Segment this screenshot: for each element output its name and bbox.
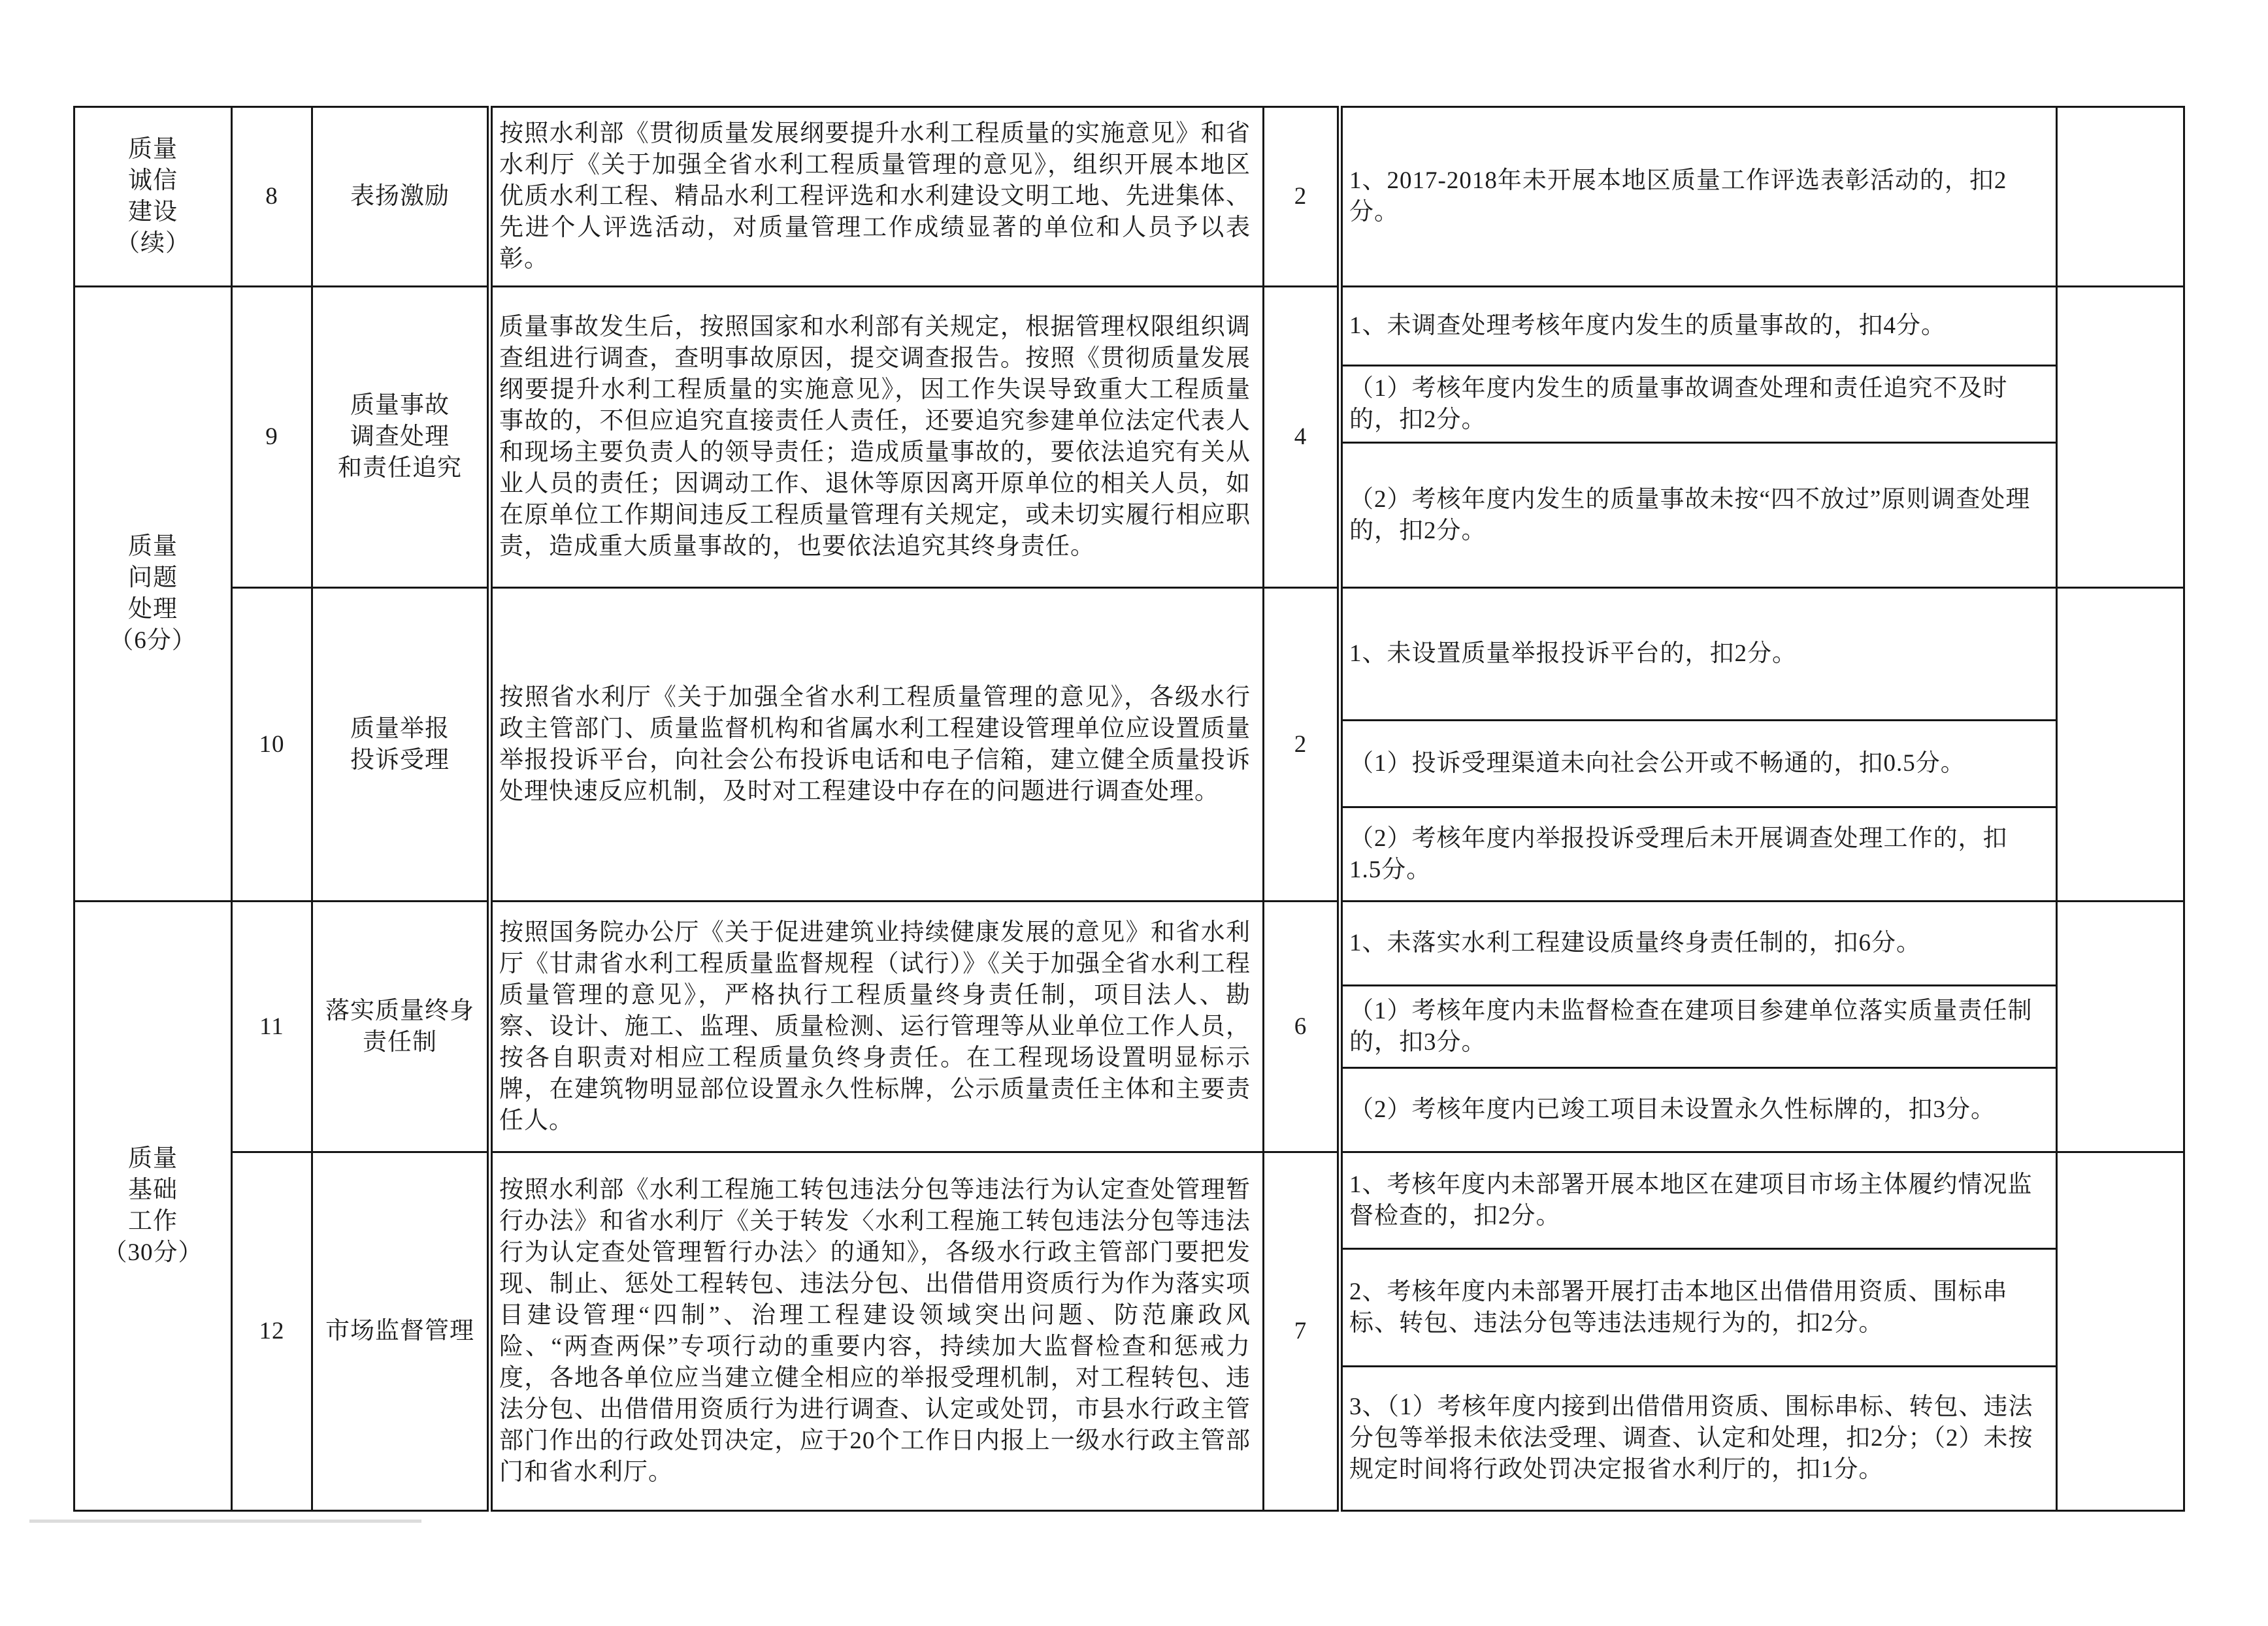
criteria-item: 1、考核年度内未部署开展本地区在建项目市场主体履约情况监督检查的，扣2分。 [1340,1152,2057,1249]
table-row [74,902,2184,986]
criteria-item: （2）考核年度内发生的质量事故未按“四不放过”原则调查处理的，扣2分。 [1340,443,2057,588]
remarks-cell [2057,1152,2184,1511]
remarks-cell [2057,107,2184,287]
item-number: 12 [232,1152,312,1511]
requirement-text: 按照国务院办公厅《关于促进建筑业持续健康发展的意见》和省水利厅《甘肃省水利工程质量监督规程（试行）》《关于加强全省水利工程质量管理的意见》，严格执行工程质量终身责任制，项目法人、勘察、设计、施工、监理、质量检测、运行管理等从业单位工作人员，按各自职责对相应工程质量负终身责任。在工程现场设置明显标示牌，在建筑物明显部位设置永久性标牌，公示质量责任主体和主要责任人。 [490,902,1264,1152]
criteria-item: 2、考核年度内未部署开展打击本地区出借借用资质、围标串标、转包、违法分包等违法违规行为的，扣2分。 [1340,1249,2057,1367]
score-value: 4 [1264,287,1340,588]
criteria-item: （2）考核年度内已竣工项目未设置永久性标牌的，扣3分。 [1340,1068,2057,1152]
criteria-item: 1、未调查处理考核年度内发生的质量事故的，扣4分。 [1340,287,2057,366]
item-number: 11 [232,902,312,1152]
criteria-item: 3、（1）考核年度内接到出借借用资质、围标串标、转包、违法分包等举报未依法受理、调查、认定和处理，扣2分；（2）未按规定时间将行政处罚决定报省水利厅的，扣1分。 [1340,1367,2057,1511]
category-cell: 质量 基础 工作 （30分） [74,902,232,1511]
scan-mark-line [29,1520,421,1523]
criteria-item: 1、2017-2018年未开展本地区质量工作评选表彰活动的，扣2分。 [1340,107,2057,287]
criteria-item: （1）考核年度内未监督检查在建项目参建单位落实质量责任制的，扣3分。 [1340,986,2057,1068]
score-value: 7 [1264,1152,1340,1511]
criteria-item: 1、未设置质量举报投诉平台的，扣2分。 [1340,588,2057,721]
item-name: 质量举报 投诉受理 [312,588,490,902]
item-number: 10 [232,588,312,902]
category-cell: 质量 诚信 建设 （续） [74,107,232,287]
evaluation-table [73,106,2185,1512]
table-row [74,107,2184,287]
table-row [74,588,2184,721]
item-name: 落实质量终身 责任制 [312,902,490,1152]
criteria-item: （1）考核年度内发生的质量事故调查处理和责任追究不及时的，扣2分。 [1340,366,2057,443]
category-cell: 质量 问题 处理 （6分） [74,287,232,902]
table-row [74,1152,2184,1249]
requirement-text: 按照省水利厅《关于加强全省水利工程质量管理的意见》，各级水行政主管部门、质量监督机构和省属水利工程建设管理单位应设置质量举报投诉平台，向社会公布投诉电话和电子信箱，建立健全质量投诉处理快速反应机制，及时对工程建设中存在的问题进行调查处理。 [490,588,1264,902]
criteria-item: 1、未落实水利工程建设质量终身责任制的，扣6分。 [1340,902,2057,986]
item-name: 质量事故 调查处理 和责任追究 [312,287,490,588]
requirement-text: 质量事故发生后，按照国家和水利部有关规定，根据管理权限组织调查组进行调查，查明事故原因，提交调查报告。按照《贯彻质量发展纲要提升水利工程质量的实施意见》，因工作失误导致重大工程质量事故的，不但应追究直接责任人责任，还要追究参建单位法定代表人和现场主要负责人的领导责任；造成质量事故的，要依法追究有关从业人员的责任；因调动工作、退休等原因离开原单位的相关人员，如在原单位工作期间违反工程质量管理有关规定，或未切实履行相应职责，造成重大质量事故的，也要依法追究其终身责任。 [490,287,1264,588]
remarks-cell [2057,287,2184,588]
item-name: 表扬激励 [312,107,490,287]
table-row [74,287,2184,366]
remarks-cell [2057,588,2184,902]
remarks-cell [2057,902,2184,1152]
score-value: 6 [1264,902,1340,1152]
item-number: 8 [232,107,312,287]
score-value: 2 [1264,588,1340,902]
requirement-text: 按照水利部《水利工程施工转包违法分包等违法行为认定查处管理暂行办法》和省水利厅《关于转发〈水利工程施工转包违法分包等违法行为认定查处管理暂行办法〉的通知》，各级水行政主管部门要把发现、制止、惩处工程转包、违法分包、出借借用资质行为作为落实项目建设管理“四制”、治理工程建设领域突出问题、防范廉政风险、“两查两保”专项行动的重要内容，持续加大监督检查和惩戒力度，各地各单位应当建立健全相应的举报受理机制，对工程转包、违法分包、出借借用资质行为进行调查、认定或处罚，市县水行政主管部门作出的行政处罚决定，应于20个工作日内报上一级水行政主管部门和省水利厅。 [490,1152,1264,1511]
item-number: 9 [232,287,312,588]
score-value: 2 [1264,107,1340,287]
criteria-item: （1）投诉受理渠道未向社会公开或不畅通的，扣0.5分。 [1340,721,2057,807]
requirement-text: 按照水利部《贯彻质量发展纲要提升水利工程质量的实施意见》和省水利厅《关于加强全省水利工程质量管理的意见》，组织开展本地区优质水利工程、精品水利工程评选和水利建设文明工地、先进集体、先进个人评选活动，对质量管理工作成绩显著的单位和人员予以表彰。 [490,107,1264,287]
item-name: 市场监督管理 [312,1152,490,1511]
criteria-item: （2）考核年度内举报投诉受理后未开展调查处理工作的，扣1.5分。 [1340,807,2057,902]
